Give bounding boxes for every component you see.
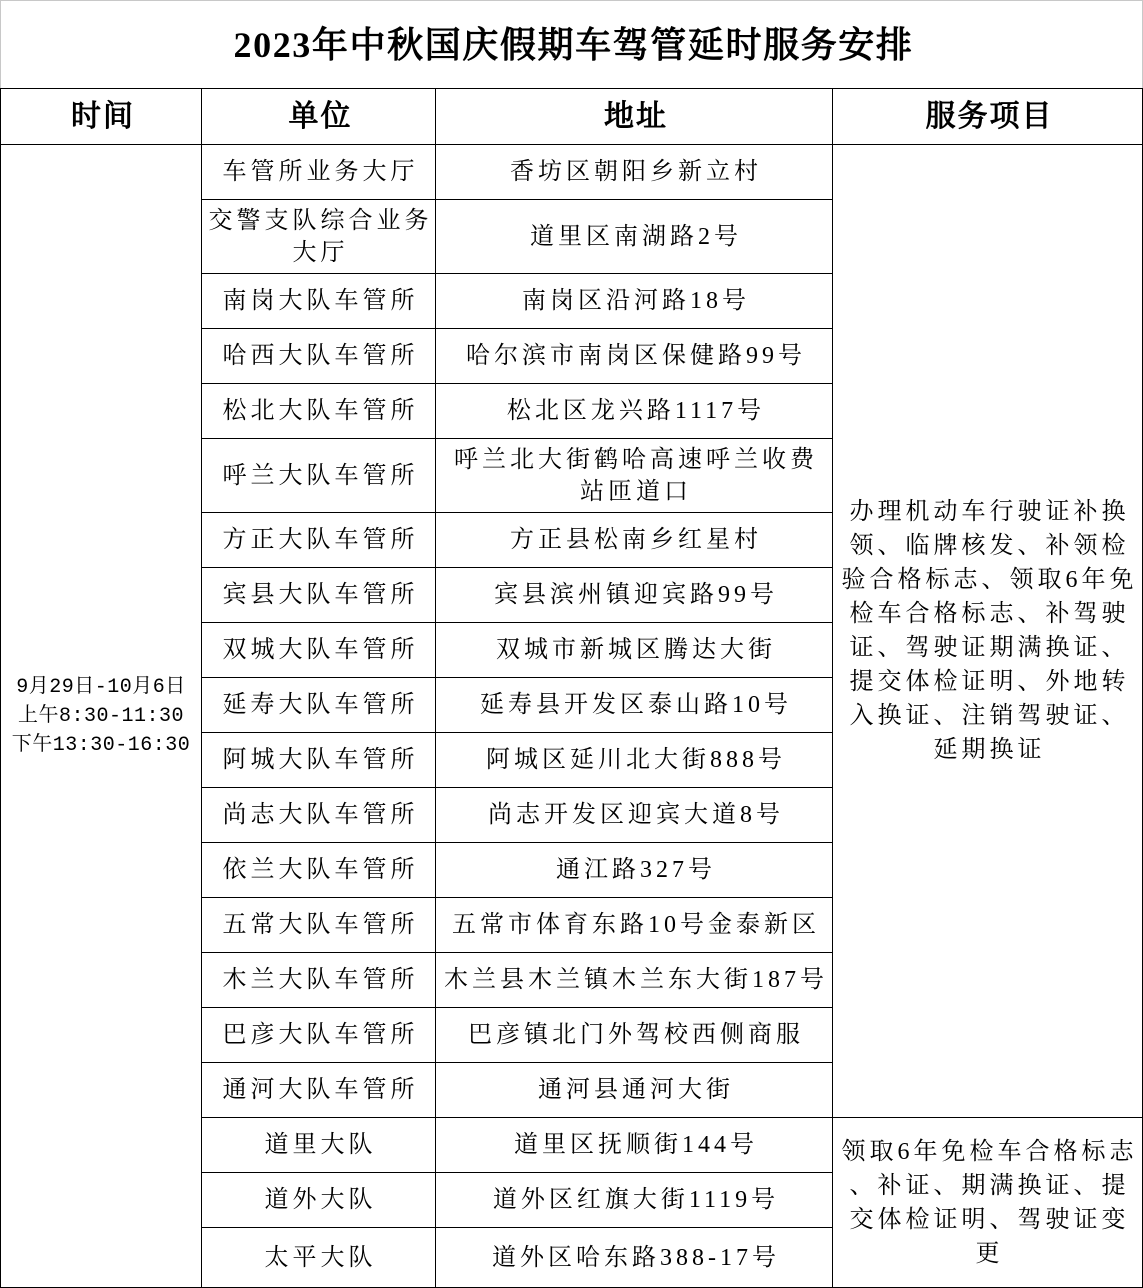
time-slot-line: 上午8:30-11:30 [17, 704, 185, 728]
page-title: 2023年中秋国庆假期车驾管延时服务安排 [1, 1, 1143, 89]
unit-cell [202, 384, 436, 439]
header-row [1, 89, 1143, 145]
unit-cell [202, 898, 436, 953]
address-text: 南岗区沿河路18号 [522, 288, 750, 314]
unit-cell [202, 1173, 436, 1228]
unit-cell [202, 843, 436, 898]
unit-cell [202, 1063, 436, 1118]
unit-name: 尚志大队车管所 [222, 802, 419, 828]
address-text: 宾县滨州镇迎宾路99号 [494, 582, 778, 608]
unit-cell [202, 513, 436, 568]
unit-name: 依兰大队车管所 [222, 857, 419, 883]
unit-cell [202, 145, 436, 200]
address-text: 巴彦镇北门外驾校西侧商服 [468, 1022, 804, 1048]
service-text-line: 延期换证 [933, 737, 1046, 763]
unit-cell [202, 1228, 436, 1288]
service-text-line: 入换证、注销驾驶证、 [849, 703, 1130, 729]
address-text: 双城市新城区腾达大街 [496, 637, 776, 663]
address-text: 木兰县木兰镇木兰东大街187号 [444, 967, 828, 993]
unit-cell [202, 788, 436, 843]
address-cell [436, 384, 833, 439]
unit-cell [202, 274, 436, 329]
address-text: 道外区红旗大街1119号 [492, 1187, 780, 1213]
service-text-line: 领取6年免检车合格标志 [841, 1138, 1138, 1165]
unit-name: 车管所业务大厅 [222, 159, 419, 185]
unit-name: 木兰大队车管所 [222, 967, 419, 993]
unit-cell [202, 568, 436, 623]
address-text: 道外区哈东路388-17号 [492, 1244, 780, 1271]
address-text: 道里区抚顺街144号 [514, 1132, 758, 1158]
unit-name: 呼兰大队车管所 [222, 462, 419, 489]
unit-cell [202, 733, 436, 788]
header-time: 时间 [1, 89, 202, 145]
unit-name: 阿城大队车管所 [222, 747, 419, 773]
address-text: 呼兰北大街鹤哈高速呼兰收费 [454, 446, 818, 473]
unit-cell [202, 200, 436, 274]
unit-cell [202, 678, 436, 733]
address-cell [436, 953, 833, 1008]
table-body [1, 145, 1143, 1288]
header-unit: 单位 [202, 89, 436, 145]
service-text-line: 、补证、期满换证、提 [849, 1172, 1130, 1199]
address-cell [436, 439, 833, 513]
unit-cell [202, 1008, 436, 1063]
address-cell [436, 513, 833, 568]
unit-name: 五常大队车管所 [222, 912, 419, 938]
unit-name: 方正大队车管所 [222, 527, 419, 553]
time-slot-cell [1, 145, 202, 1288]
header-address: 地址 [436, 89, 833, 145]
service-text-line: 交体检证明、驾驶证变 [849, 1206, 1130, 1233]
address-text: 五常市体育东路10号金泰新区 [452, 912, 820, 938]
address-text: 尚志开发区迎宾大道8号 [488, 802, 784, 828]
address-cell [436, 1063, 833, 1118]
address-cell [436, 843, 833, 898]
unit-cell [202, 623, 436, 678]
unit-name: 大厅 [292, 239, 349, 266]
address-text: 通河县通河大街 [538, 1077, 734, 1103]
unit-name: 交警支队综合业务 [208, 207, 433, 234]
address-cell [436, 788, 833, 843]
unit-cell [202, 439, 436, 513]
address-cell [436, 733, 833, 788]
title-row [1, 1, 1143, 89]
unit-name: 松北大队车管所 [222, 398, 419, 424]
address-cell [436, 329, 833, 384]
address-text: 站匝道口 [580, 478, 692, 505]
address-cell [436, 200, 833, 274]
address-cell [436, 568, 833, 623]
service-text-line: 办理机动车行驶证补换 [849, 499, 1130, 525]
address-cell [436, 145, 833, 200]
service-text-line: 证、驾驶证期满换证、 [849, 635, 1130, 661]
address-text: 延寿县开发区泰山路10号 [480, 692, 792, 718]
unit-name: 道外大队 [264, 1187, 377, 1213]
service-text-line: 领、临牌核发、补领检 [849, 533, 1130, 559]
unit-name: 通河大队车管所 [222, 1077, 419, 1103]
time-slot-line: 9月29日-10月6日 [16, 675, 186, 699]
unit-name: 太平大队 [264, 1244, 377, 1271]
address-cell [436, 1008, 833, 1063]
unit-name: 巴彦大队车管所 [222, 1022, 419, 1048]
header-service: 服务项目 [833, 89, 1143, 145]
unit-cell [202, 953, 436, 1008]
unit-name: 延寿大队车管所 [222, 692, 419, 718]
address-text: 香坊区朝阳乡新立村 [510, 159, 762, 185]
service-text-line: 提交体检证明、外地转 [849, 669, 1130, 695]
service-text-line: 更 [975, 1240, 1004, 1267]
address-cell [436, 1228, 833, 1288]
address-cell [436, 1118, 833, 1173]
address-text: 阿城区延川北大街888号 [486, 747, 786, 773]
address-cell [436, 274, 833, 329]
address-cell [436, 623, 833, 678]
service-text-line: 验合格标志、领取6年免 [841, 567, 1138, 593]
address-text: 松北区龙兴路1117号 [506, 398, 766, 424]
unit-name: 双城大队车管所 [222, 637, 419, 663]
table-row [1, 145, 1143, 200]
unit-name: 哈西大队车管所 [222, 343, 419, 369]
address-text: 哈尔滨市南岗区保健路99号 [466, 343, 806, 369]
address-text: 方正县松南乡红星村 [510, 527, 762, 553]
service-cell [833, 145, 1143, 1118]
time-slot-line: 下午13:30-16:30 [11, 733, 191, 757]
unit-name: 道里大队 [264, 1132, 377, 1158]
unit-name: 南岗大队车管所 [222, 288, 419, 314]
address-cell [436, 898, 833, 953]
address-cell [436, 678, 833, 733]
unit-cell [202, 1118, 436, 1173]
service-text-line: 检车合格标志、补驾驶 [849, 601, 1130, 627]
service-cell [833, 1118, 1143, 1288]
unit-name: 宾县大队车管所 [222, 582, 419, 608]
address-text: 道里区南湖路2号 [530, 223, 742, 250]
address-text: 通江路327号 [556, 857, 716, 883]
unit-cell [202, 329, 436, 384]
address-cell [436, 1173, 833, 1228]
